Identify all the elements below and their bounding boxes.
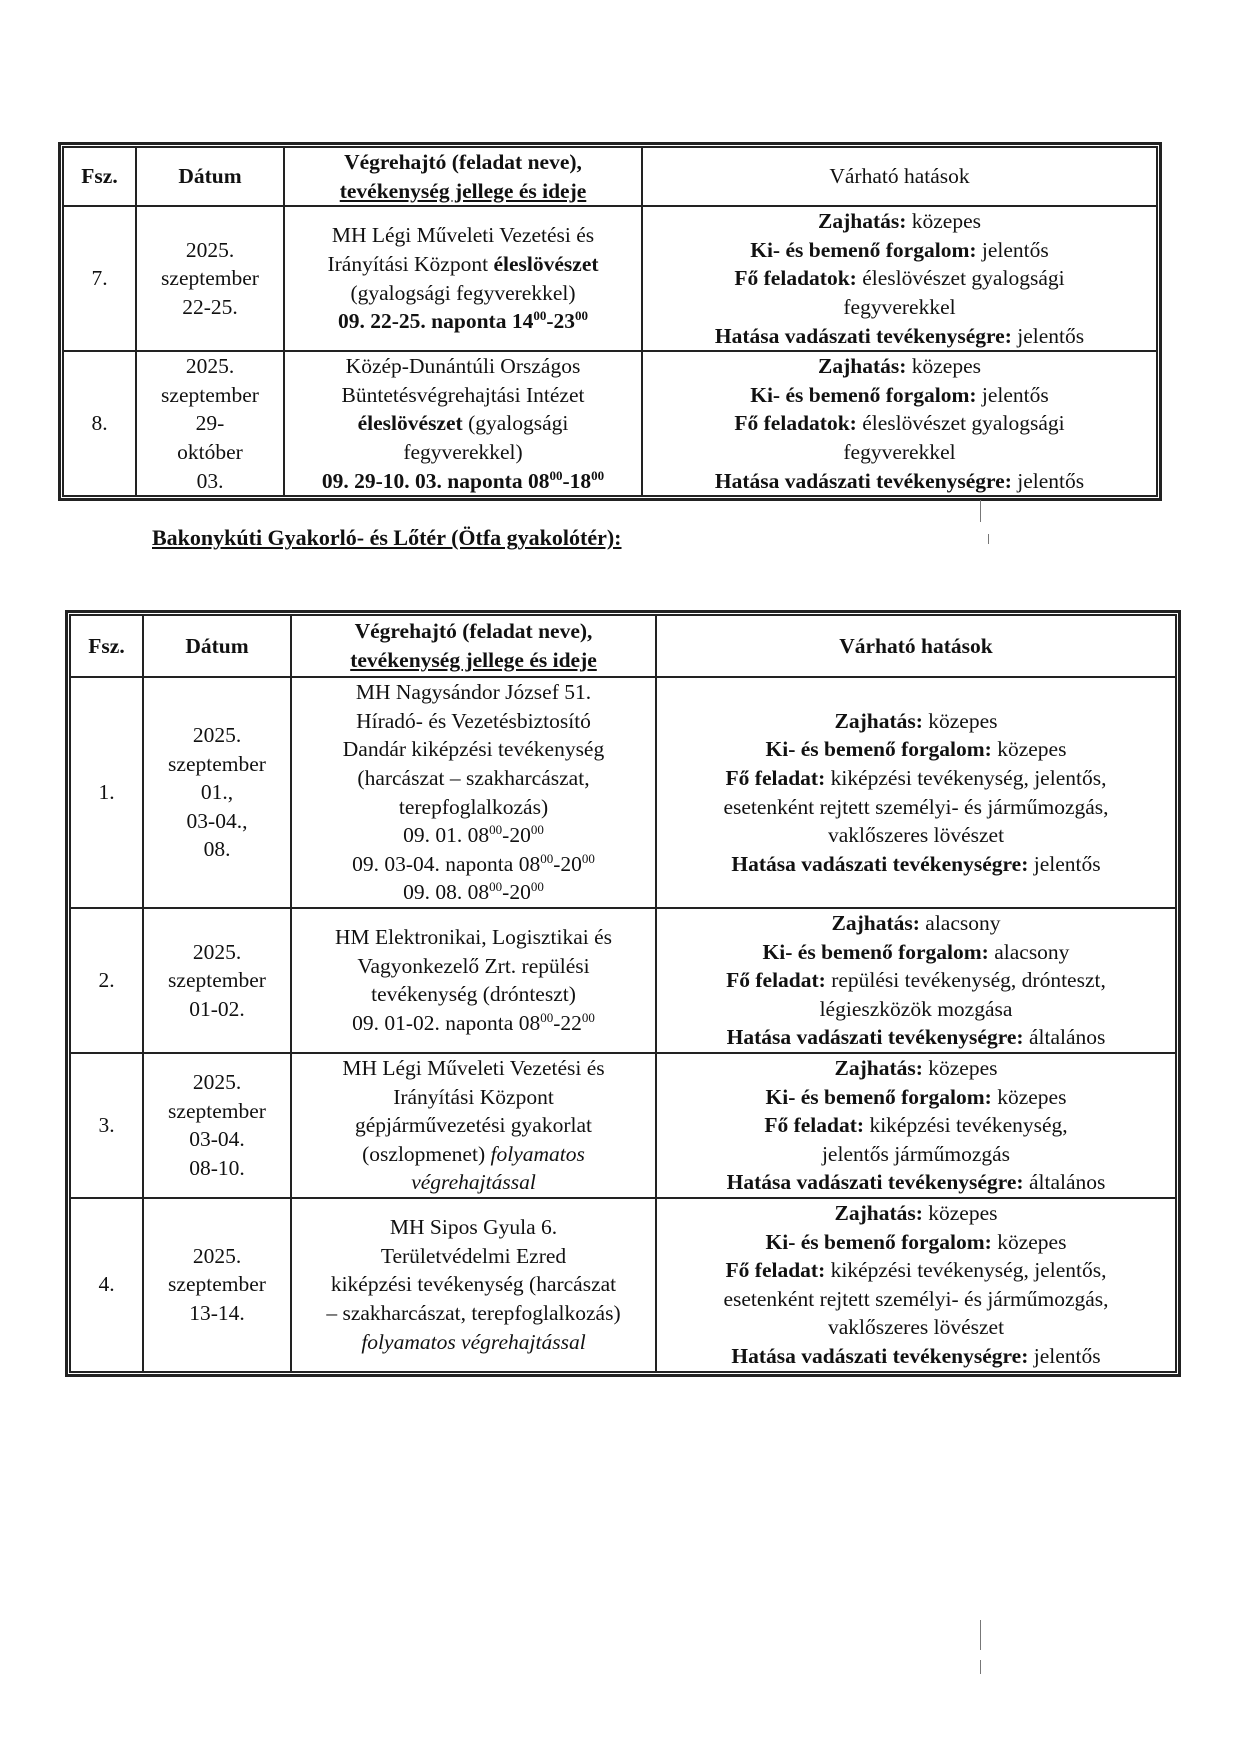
schedule-table-1 xyxy=(62,146,1158,497)
table-row xyxy=(70,908,1176,1053)
effect-line: Hatása vadászati tevékenységre: jelentős xyxy=(714,468,1085,493)
row-date xyxy=(143,908,291,1053)
effect-line: Zajhatás: alacsony xyxy=(831,911,1001,935)
header-executor xyxy=(291,615,656,677)
row-effects xyxy=(656,1198,1176,1372)
header-effects: Várható hatások xyxy=(642,147,1157,206)
executor-line: Közép-Dunántúli Országos xyxy=(345,354,581,379)
header-no: Fsz. xyxy=(70,615,143,677)
time-window: 09. 22-25. naponta $14^{00}-23^{00}$ xyxy=(338,308,588,334)
date-line: 03-04. xyxy=(189,1127,245,1152)
table-row xyxy=(70,1053,1176,1198)
date-line: 2025. xyxy=(192,1070,242,1095)
executor-line: HM Elektronikai, Logisztikai és xyxy=(334,925,613,950)
row-effects xyxy=(656,908,1176,1053)
date-line: 29- xyxy=(195,411,225,436)
activity-type: éleslövészet xyxy=(357,411,463,436)
effect-line: Hatása vadászati tevékenységre: általános xyxy=(726,1025,1106,1050)
effect-line: Ki- és bemenő forgalom: közepes xyxy=(765,1084,1067,1109)
date-line: 08. xyxy=(203,837,231,862)
row-effects xyxy=(642,351,1157,496)
date-line: szeptember xyxy=(168,751,266,776)
row-number: 8. xyxy=(63,351,136,496)
executor-text: Irányítási Központ xyxy=(327,252,494,277)
executor-line: MH Légi Műveleti Vezetési és xyxy=(342,1055,605,1080)
effect-line: Hatása vadászati tevékenységre: jelentős xyxy=(731,1343,1101,1368)
activity-type: éleslövészet xyxy=(493,252,599,277)
date-line: 01-02. xyxy=(189,996,245,1021)
scan-artifact xyxy=(988,534,989,544)
scan-artifact xyxy=(980,500,981,522)
effect-line: Ki- és bemenő forgalom: jelentős xyxy=(750,237,1049,262)
header-date: Dátum xyxy=(136,147,284,206)
table-row xyxy=(63,351,1157,496)
row-date xyxy=(136,206,284,351)
effect-line: Fő feladat: kiképzési tevékenység, jelentős, xyxy=(725,765,1107,790)
effect-line: esetenként rejtett személyi- és járműmozgás, xyxy=(723,794,1109,819)
executor-line: kiképzési tevékenység (harcászat xyxy=(330,1272,617,1297)
row-number: 2. xyxy=(70,908,143,1053)
row-executor xyxy=(291,677,656,908)
time-window: 09. 08. $08^{00}-20^{00}$ xyxy=(403,879,544,905)
date-line: szeptember xyxy=(161,266,259,291)
date-line: 03-04., xyxy=(186,808,248,833)
date-line: szeptember xyxy=(161,382,259,407)
executor-line xyxy=(289,250,637,279)
row-date xyxy=(143,1053,291,1198)
row-date xyxy=(136,351,284,496)
row-number: 3. xyxy=(70,1053,143,1198)
executor-line: folyamatos végrehajtással xyxy=(361,1329,586,1354)
row-executor xyxy=(291,1053,656,1198)
row-executor xyxy=(291,1198,656,1372)
row-effects xyxy=(642,206,1157,351)
executor-line: MH Nagysándor József 51. xyxy=(355,680,592,705)
table-row xyxy=(63,206,1157,351)
date-line: 2025. xyxy=(192,1243,242,1268)
date-line: szeptember xyxy=(168,1272,266,1297)
date-line: szeptember xyxy=(168,968,266,993)
effect-line: Zajhatás: közepes xyxy=(834,1200,998,1225)
header-executor-line: tevékenység jellege és ideje xyxy=(339,178,587,203)
executor-line: fegyverekkel) xyxy=(403,439,523,464)
row-date xyxy=(143,1198,291,1372)
date-line: szeptember xyxy=(168,1098,266,1123)
executor-line: Területvédelmi Ezred xyxy=(380,1243,567,1268)
executor-line: végrehajtással xyxy=(411,1170,536,1195)
table-header-row xyxy=(70,615,1176,677)
effect-line: Fő feladatok: éleslövészet gyalogsági xyxy=(734,411,1065,436)
row-effects xyxy=(656,677,1176,908)
effect-line: Hatása vadászati tevékenységre: jelentős xyxy=(714,323,1085,348)
effect-line: Zajhatás: közepes xyxy=(817,354,982,379)
row-number: 4. xyxy=(70,1198,143,1372)
effect-line: esetenként rejtett személyi- és járműmozgás, xyxy=(723,1286,1109,1311)
executor-line: Büntetésvégrehajtási Intézet xyxy=(341,382,585,407)
executor-line: tevékenység (drónteszt) xyxy=(371,982,576,1007)
header-effects: Várható hatások xyxy=(656,615,1176,677)
time-window: 09. 03-04. naponta $08^{00}-20^{00}$ xyxy=(352,850,595,876)
effect-line: jelentős járműmozgás xyxy=(821,1141,1011,1166)
executor-line: (harcászat – szakharcászat, xyxy=(357,765,590,790)
scan-artifact xyxy=(980,1660,981,1674)
table-row xyxy=(70,1198,1176,1372)
executor-line: Híradó- és Vezetésbiztosító xyxy=(356,708,591,733)
schedule-table-2 xyxy=(69,614,1177,1373)
header-no: Fsz. xyxy=(63,147,136,206)
date-line: 08-10. xyxy=(189,1156,245,1181)
table-header-row xyxy=(63,147,1157,206)
executor-line: (gyalogsági fegyverekkel) xyxy=(350,280,576,305)
effect-line: Zajhatás: közepes xyxy=(817,209,982,234)
date-line: 2025. xyxy=(185,237,235,262)
date-line: 13-14. xyxy=(189,1301,245,1326)
date-line: 01., xyxy=(200,780,234,805)
effect-line: Hatása vadászati tevékenységre: általános xyxy=(726,1170,1106,1195)
date-line: 2025. xyxy=(185,354,235,379)
executor-line: MH Sipos Gyula 6. xyxy=(389,1215,558,1240)
effect-line: Fő feladat: kiképzési tevékenység, jelentős, xyxy=(725,1258,1107,1283)
effect-line: fegyverekkel xyxy=(843,439,956,464)
executor-line: – szakharcászat, terepfoglalkozás) xyxy=(326,1301,621,1326)
executor-line: Dandár kiképzési tevékenység xyxy=(342,737,605,762)
executor-line: Irányítási Központ xyxy=(393,1084,554,1109)
executor-line: MH Légi Műveleti Vezetési és xyxy=(331,223,595,248)
executor-line: (oszlopmenet) folyamatos xyxy=(362,1141,585,1166)
row-executor xyxy=(291,908,656,1053)
effect-line: fegyverekkel xyxy=(843,294,956,319)
scan-artifact xyxy=(980,1620,981,1650)
row-date xyxy=(143,677,291,908)
date-line: október xyxy=(177,439,243,464)
executor-line: éleslövészet (gyalogsági xyxy=(357,411,569,436)
section-heading: Bakonykúti Gyakorló- és Lőtér (Ötfa gyakolótér): xyxy=(152,525,622,550)
header-executor-line: tevékenység jellege és ideje xyxy=(350,648,597,672)
effect-line: vaklőszeres lövészet xyxy=(827,1315,1005,1340)
effect-line: Fő feladat: repülési tevékenység, drónteszt, xyxy=(726,968,1106,993)
effect-line: Fő feladatok: éleslövészet gyalogsági xyxy=(734,266,1065,291)
date-line: 22-25. xyxy=(182,294,238,319)
row-number: 1. xyxy=(70,677,143,908)
header-executor-line: Végrehajtó (feladat neve), xyxy=(344,150,582,174)
row-executor xyxy=(284,351,642,496)
effect-line: Ki- és bemenő forgalom: jelentős xyxy=(750,382,1049,407)
effect-line: légieszközök mozgása xyxy=(819,996,1013,1021)
time-window: 09. 01. $08^{00}-20^{00}$ xyxy=(403,821,544,848)
time-window: 09. 29-10. 03. naponta $08^{00}-18^{00}$ xyxy=(321,467,605,493)
row-executor xyxy=(284,206,642,351)
header-executor xyxy=(284,147,642,206)
header-date: Dátum xyxy=(143,615,291,677)
effect-line: Zajhatás: közepes xyxy=(834,708,998,733)
effect-line: Ki- és bemenő forgalom: közepes xyxy=(765,1229,1067,1254)
table-row xyxy=(70,677,1176,908)
effect-line: Fő feladat: kiképzési tevékenység, xyxy=(764,1113,1068,1138)
effect-line: Zajhatás: közepes xyxy=(834,1055,998,1080)
date-line: 03. xyxy=(196,468,224,493)
time-window: 09. 01-02. naponta $08^{00}-22^{00}$ xyxy=(352,1009,595,1036)
effect-line: vaklőszeres lövészet xyxy=(827,823,1005,848)
executor-line: gépjárművezetési gyakorlat xyxy=(355,1113,592,1138)
row-effects xyxy=(656,1053,1176,1198)
header-executor-line: Végrehajtó (feladat neve), xyxy=(354,619,593,644)
effect-line: Hatása vadászati tevékenységre: jelentős xyxy=(731,851,1101,876)
effect-line: Ki- és bemenő forgalom: közepes xyxy=(765,737,1067,762)
date-line: 2025. xyxy=(192,723,242,748)
row-number: 7. xyxy=(63,206,136,351)
executor-line: Vagyonkezelő Zrt. repülési xyxy=(357,953,590,978)
effect-line: Ki- és bemenő forgalom: alacsony xyxy=(762,939,1070,964)
executor-line: terepfoglalkozás) xyxy=(398,794,549,819)
date-line: 2025. xyxy=(192,939,242,964)
